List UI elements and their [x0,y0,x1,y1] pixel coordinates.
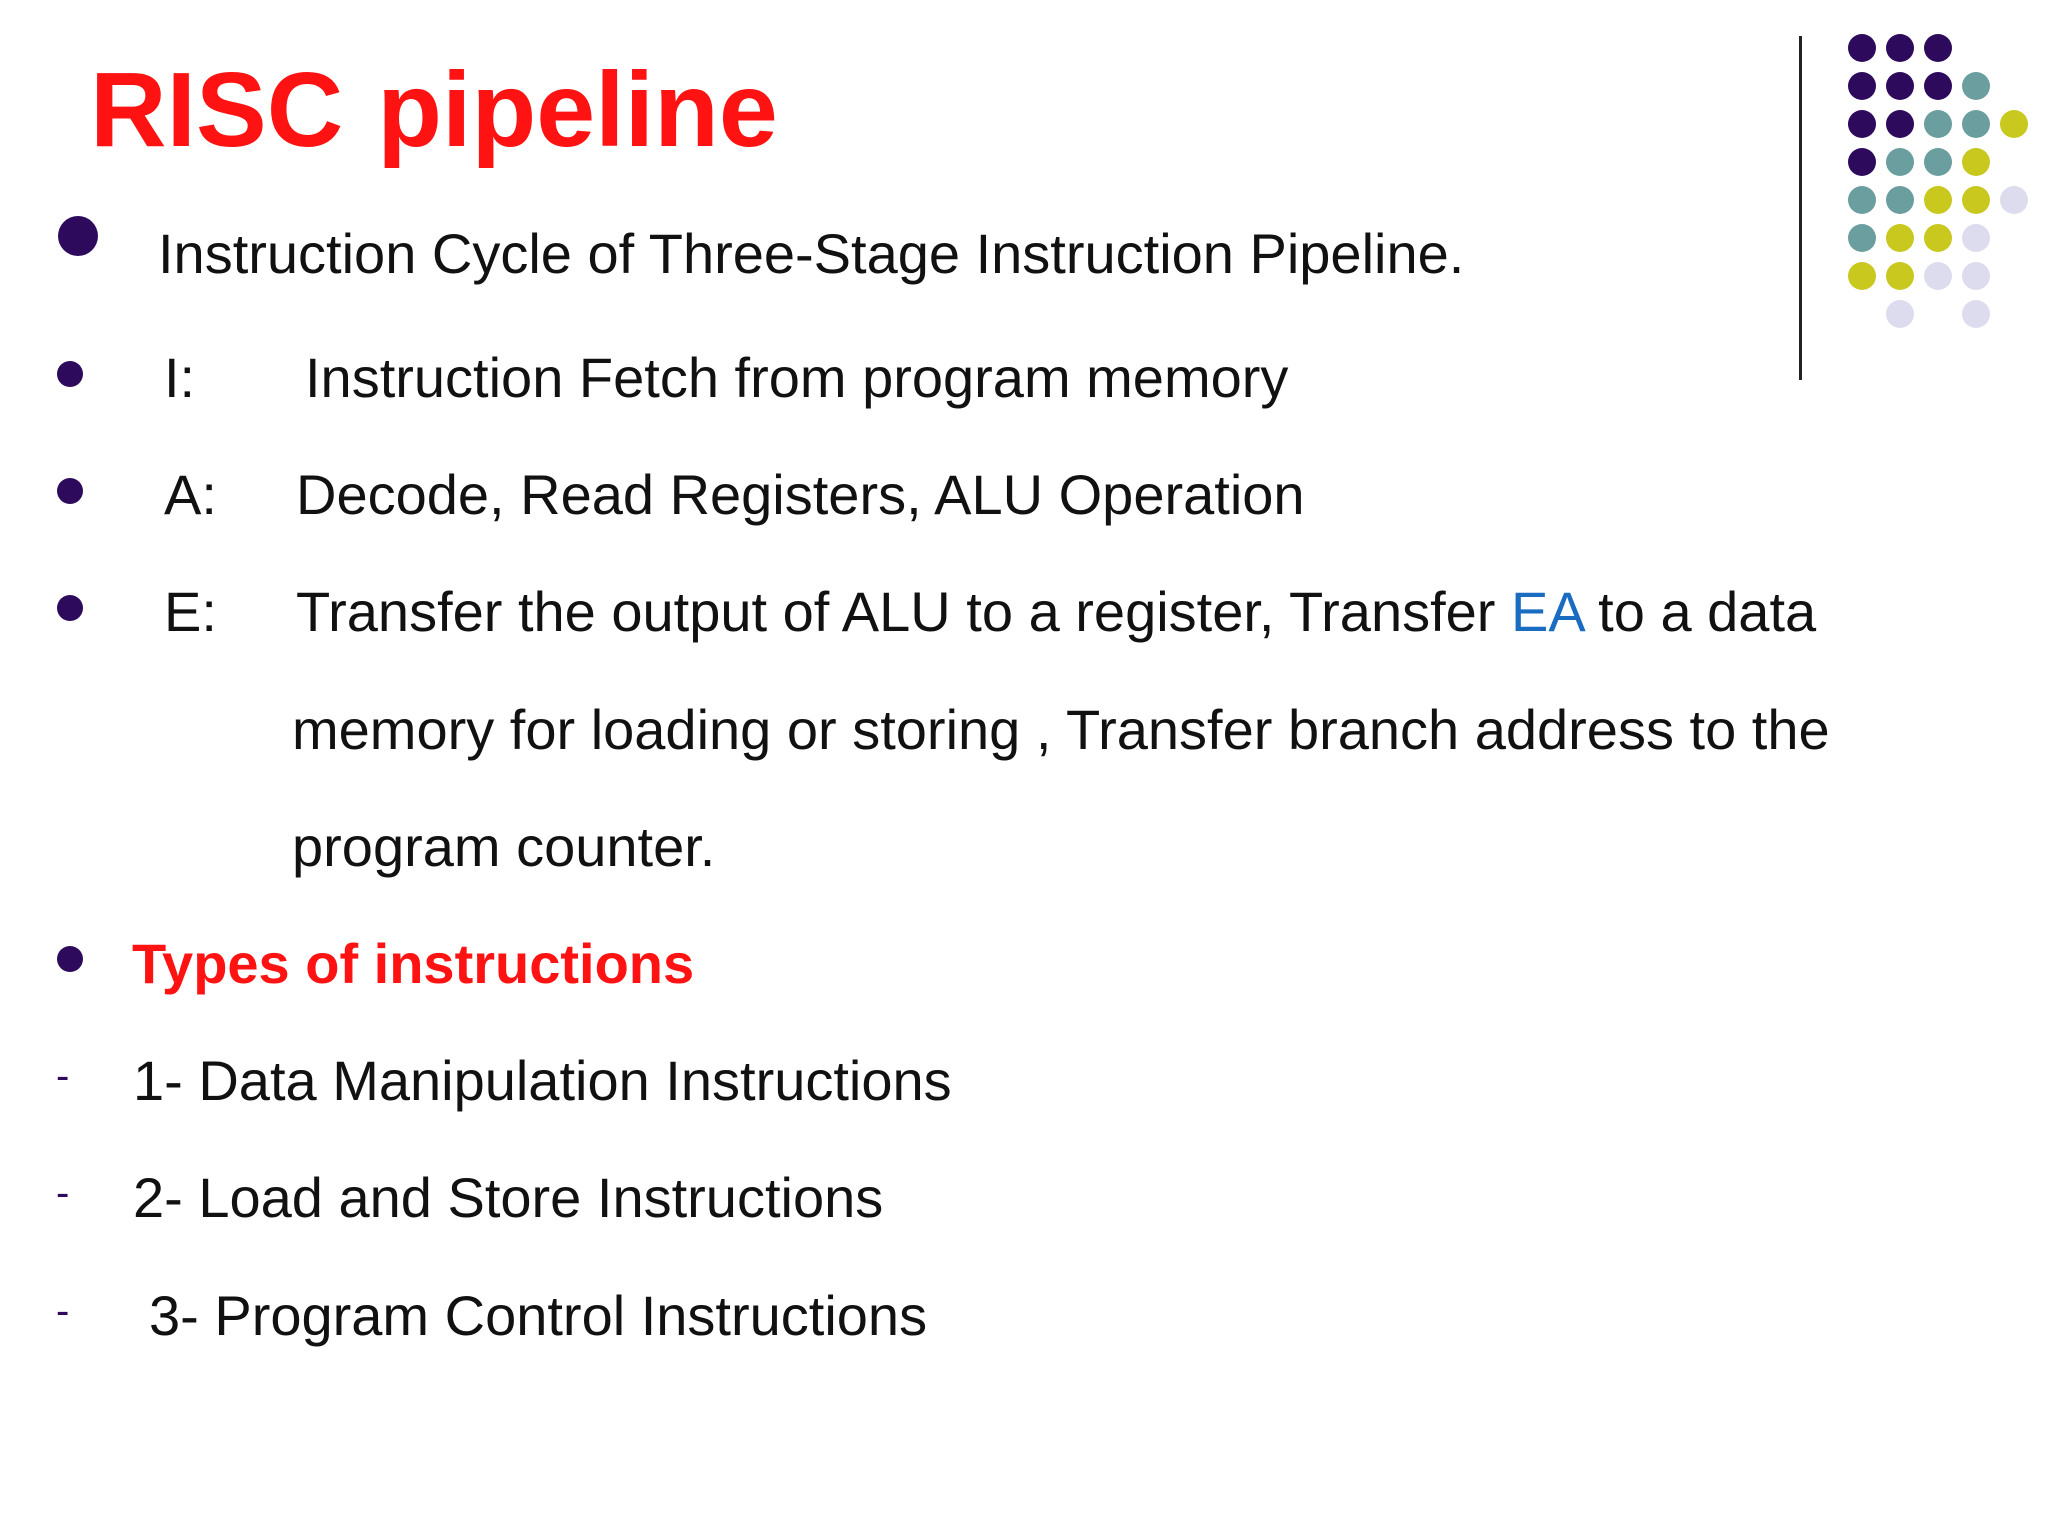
dash-item-3: - [56,1289,70,1333]
purple-dot [1924,34,1952,62]
purple-dot [1886,72,1914,100]
purple-dot [1848,110,1876,138]
purple-dot [1848,148,1876,176]
lavender-dot [2000,186,2028,214]
stage-e-label: E: [164,580,217,643]
purple-dot [1848,72,1876,100]
yellow-dot [1886,262,1914,290]
teal-dot [1848,186,1876,214]
types-heading: Types of instructions [132,932,695,995]
bullet-stage-i-icon [57,361,83,387]
dash-item-2: - [56,1171,70,1215]
lavender-dot [1962,224,1990,252]
slide-title [90,52,778,169]
yellow-dot [2000,110,2028,138]
yellow-dot [1886,224,1914,252]
title-word-risc: RISC [90,51,344,169]
teal-dot [1962,110,1990,138]
intro-text: Instruction Cycle of Three-Stage Instruction Pipeline. [158,222,1465,285]
stage-a-label: A: [164,463,217,526]
dash-item-1: - [56,1054,70,1098]
lavender-dot [1962,262,1990,290]
stage-e-line-1-after: to a data [1582,580,1817,643]
stage-i-text: Instruction Fetch from program memory [305,346,1289,409]
bullet-types-icon [57,946,83,972]
purple-dot [1848,34,1876,62]
purple-dot [1886,110,1914,138]
ea-highlight: EA [1511,580,1583,643]
title-word-pipeline: pipeline [377,51,778,169]
teal-dot [1886,186,1914,214]
stage-i-label: I: [164,346,196,409]
yellow-dot [1924,186,1952,214]
stage-e-line-2: memory for loading or storing , Transfer branch address to the [292,698,1830,761]
lavender-dot [1924,262,1952,290]
title-divider-line [1799,36,1802,380]
yellow-dot [1848,262,1876,290]
stage-e-line-3: program counter. [292,815,716,878]
stage-e-line-1 [296,580,1816,644]
teal-dot [1848,224,1876,252]
purple-dot [1886,34,1914,62]
yellow-dot [1962,186,1990,214]
yellow-dot [1962,148,1990,176]
bullet-stage-e-icon [57,595,83,621]
lavender-dot [1962,300,1990,328]
stage-a-text: Decode, Read Registers, ALU Operation [296,463,1305,526]
type-item-3: 3- Program Control Instructions [149,1284,928,1347]
type-item-2: 2- Load and Store Instructions [133,1166,884,1229]
teal-dot [1886,148,1914,176]
purple-dot [1924,72,1952,100]
teal-dot [1924,148,1952,176]
lavender-dot [1886,300,1914,328]
stage-e-line-1-before: Transfer the output of ALU to a register, Transfer [296,580,1511,643]
yellow-dot [1924,224,1952,252]
type-item-1: 1- Data Manipulation Instructions [133,1049,952,1112]
teal-dot [1924,110,1952,138]
bullet-intro-icon [58,216,98,256]
bullet-stage-a-icon [57,478,83,504]
teal-dot [1962,72,1990,100]
